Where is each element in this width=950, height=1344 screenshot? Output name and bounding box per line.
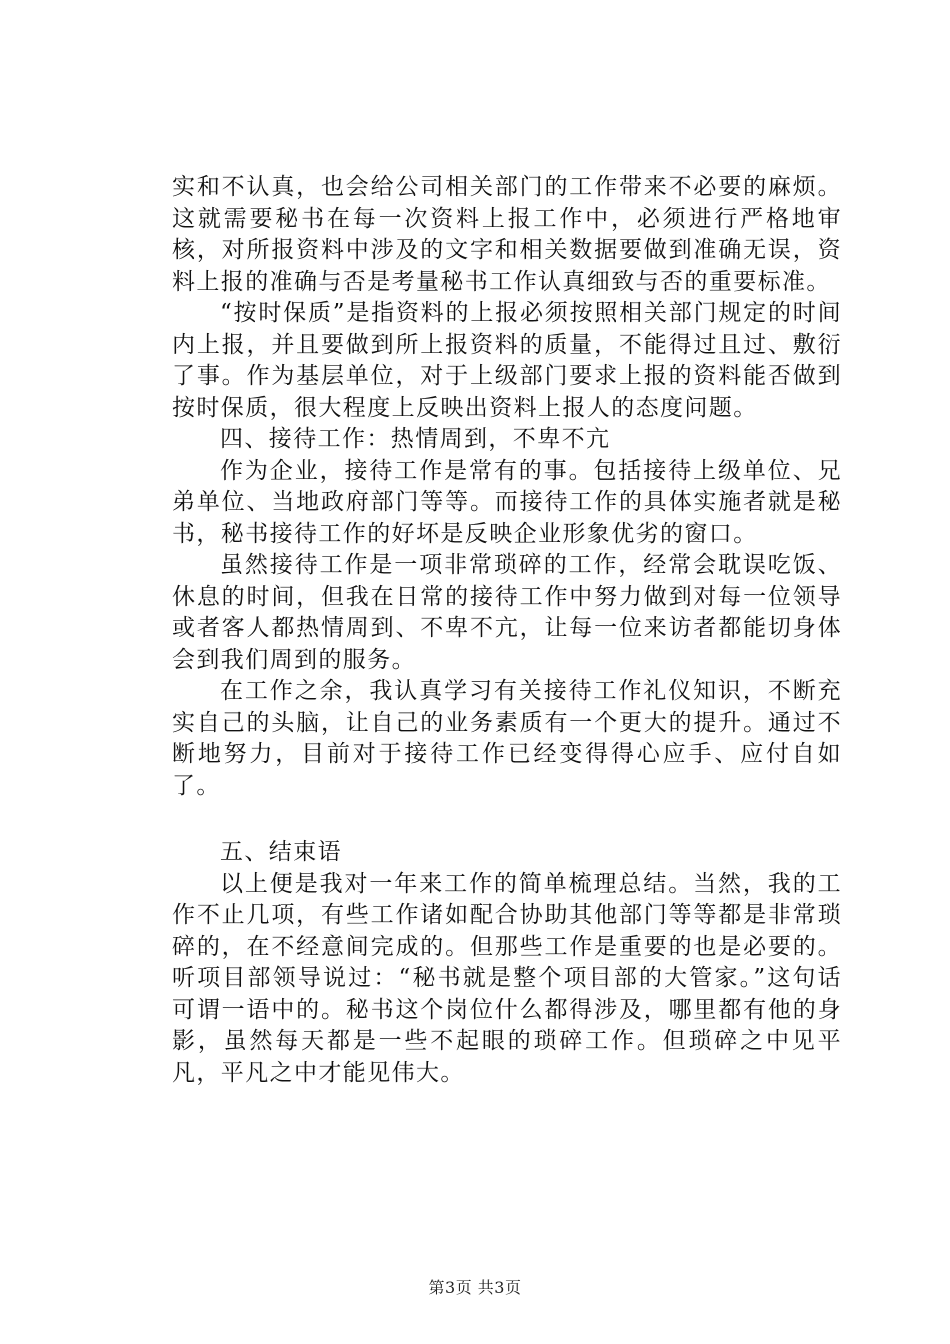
section-heading-conclusion: 五、结束语	[220, 839, 342, 865]
section-heading-reception: 四、接待工作：热情周到，不卑不亢	[220, 426, 611, 452]
paragraph-spacer	[172, 802, 842, 837]
paragraph-continuation: 实和不认真，也会给公司相关部门的工作带来不必要的麻烦。这就需要秘书在每一次资料上报工作中，必须进行严格地审核，对所报资料中涉及的文字和相关数据要做到准确无误，资料上报的准确与否是考量秘书工作认真细致与否的重要标准。	[172, 174, 842, 295]
paragraph-on-time-quality: “按时保质”是指资料的上报必须按照相关部门规定的时间内上报，并且要做到所上报资料的质量，不能得过且过、敷衍了事。作为基层单位，对于上级部门要求上报的资料能否做到按时保质，很大程度上反映出资料上报人的态度问题。	[172, 300, 842, 421]
page-number-footer: 第3页 共3页	[428, 1278, 522, 1297]
paragraph-reception-intro: 作为企业，接待工作是常有的事。包括接待上级单位、兄弟单位、当地政府部门等等。而接待工作的具体实施者就是秘书，秘书接待工作的好坏是反映企业形象优劣的窗口。	[172, 457, 842, 547]
paragraph-conclusion: 以上便是我对一年来工作的简单梳理总结。当然，我的工作不止几项，有些工作诸如配合协助其他部门等等都是非常琐碎的，在不经意间完成的。但那些工作是重要的也是必要的。听项目部领导说过：“秘书就是整个项目部的大管家。”这句话可谓一语中的。秘书这个岗位什么都得涉及，哪里都有他的身影，虽然每天都是一些不起眼的琐碎工作。但琐碎之中见平凡，平凡之中才能见伟大。	[172, 870, 842, 1086]
paragraph-reception-study: 在工作之余，我认真学习有关接待工作礼仪知识，不断充实自己的头脑，让自己的业务素质有一个更大的提升。通过不断地努力，目前对于接待工作已经变得得心应手、应付自如了。	[172, 678, 842, 799]
paragraph-reception-effort: 虽然接待工作是一项非常琐碎的工作，经常会耽误吃饭、休息的时间，但我在日常的接待工作中努力做到对每一位领导或者客人都热情周到、不卑不亢，让每一位来访者都能切身体会到我们周到的服务。	[172, 552, 842, 673]
document-body	[172, 172, 842, 1089]
